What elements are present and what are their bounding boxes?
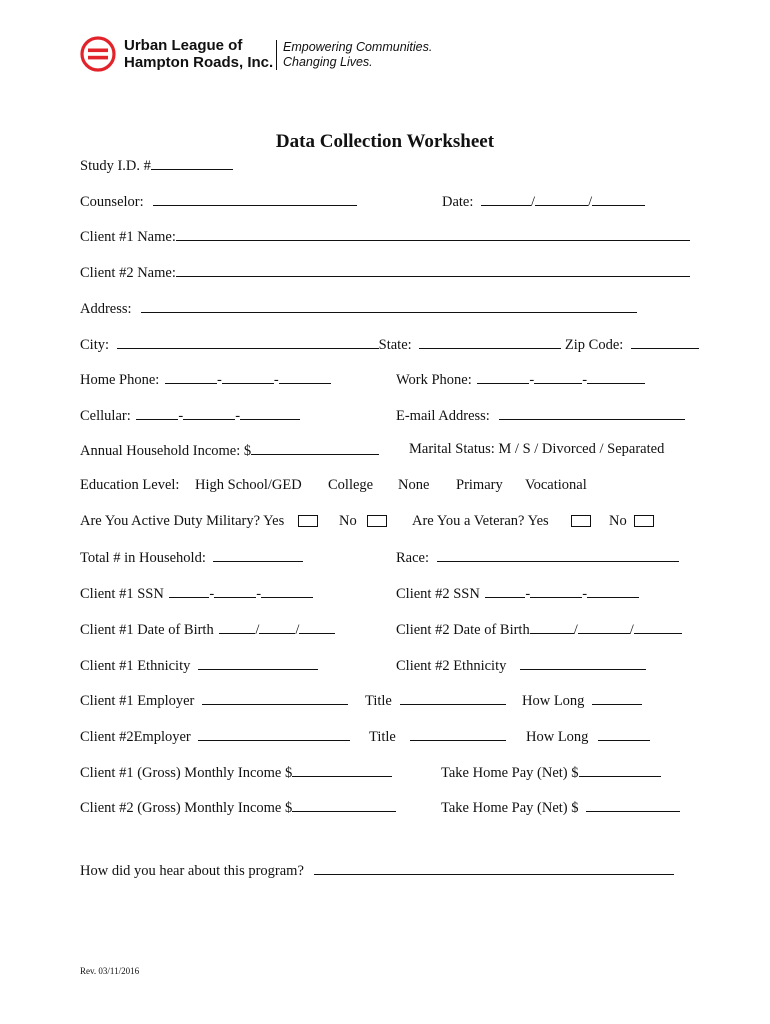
race-label: Race: [396,550,430,566]
study-id-label: Study I.D. # [80,158,151,174]
client2-employer-field[interactable] [80,726,350,746]
page-title: Data Collection Worksheet [275,131,495,152]
client1-ethnicity-field[interactable] [80,655,318,675]
counselor-label: Counselor: [80,194,144,210]
household-total-field[interactable] [80,547,303,567]
organization-name: Urban League of Hampton Roads, Inc. [124,37,274,71]
client2-how-long-label: How Long [526,729,589,745]
revision-date: Rev. 03/11/2016 [80,966,140,976]
veteran-question [412,512,549,530]
client2-income-label: Client #2 (Gross) Monthly Income $ [80,800,293,816]
client2-name-label: Client #2 Name: [80,265,176,281]
cellular-label: Cellular: [80,408,131,424]
client1-ethnicity-label: Client #1 Ethnicity [80,658,191,674]
veteran-no-label: No [609,513,627,529]
client1-ssn-label: Client #1 SSN [80,586,164,602]
work-phone-label: Work Phone: [396,372,472,388]
client1-dob-field[interactable]: Client #1 Date of Birth / / [80,619,335,639]
client2-income-field[interactable] [80,797,396,817]
client1-take-home-label: Take Home Pay (Net) $ [441,765,579,781]
education-option-highschool[interactable]: High School/GED [195,477,302,493]
client2-name-field[interactable] [80,262,690,282]
client2-dob-field[interactable]: Client #2 Date of Birth / / [396,619,682,639]
veteran-no-checkbox[interactable] [634,515,654,527]
marital-status-options[interactable]: Marital Status: M / S / Divorced / Separated [409,441,665,457]
state-label: State: [378,337,412,353]
hear-about-label: How did you hear about this program? [80,863,304,879]
client2-dob-label: Client #2 Date of Birth [396,622,530,638]
work-phone-field[interactable]: Work Phone: - - [396,369,645,389]
veteran-label: Are You a Veteran? [412,513,525,529]
client2-title-label: Title [369,729,396,745]
date-label: Date: [442,194,474,210]
counselor-field[interactable] [80,191,357,211]
email-field[interactable] [396,405,685,425]
client2-employer-label: Client #2Employer [80,729,191,745]
client2-title-field[interactable] [369,726,506,746]
address-field[interactable] [80,298,637,318]
household-income-field[interactable] [80,440,379,460]
military-question [80,512,284,530]
military-no-label: No [339,513,357,529]
military-yes-checkbox[interactable] [298,515,318,527]
client1-income-field[interactable] [80,762,392,782]
veteran-yes-label: Yes [527,513,549,529]
client1-take-home-field[interactable] [441,762,661,782]
education-option-primary[interactable]: Primary [456,477,503,493]
client1-dob-label: Client #1 Date of Birth [80,622,214,638]
email-label: E-mail Address: [396,408,490,424]
household-total-label: Total # in Household: [80,550,206,566]
client1-income-label: Client #1 (Gross) Monthly Income $ [80,765,293,781]
city-field[interactable] [80,334,699,354]
race-field[interactable] [396,547,679,567]
client1-how-long-label: How Long [522,693,585,709]
education-option-college[interactable]: College [328,477,374,493]
hear-about-field[interactable] [80,860,674,880]
client1-title-field[interactable] [365,690,506,710]
education-label: Education Level: [80,477,180,493]
household-income-label: Annual Household Income: $ [80,443,252,459]
date-field[interactable]: Date: / / [442,191,645,211]
client1-employer-field[interactable] [80,690,348,710]
military-yes-label: Yes [263,513,285,529]
client1-ssn-field[interactable]: Client #1 SSN - - [80,583,313,603]
veteran-yes-checkbox[interactable] [571,515,591,527]
education-option-none[interactable]: None [398,477,430,493]
client2-how-long-field[interactable] [526,726,650,746]
client1-name-field[interactable] [80,226,690,246]
city-label: City: [80,337,110,353]
client2-take-home-field[interactable] [441,797,680,817]
client2-ssn-label: Client #2 SSN [396,586,480,602]
client1-employer-label: Client #1 Employer [80,693,195,709]
cellular-field[interactable]: Cellular: - - [80,405,300,425]
home-phone-label: Home Phone: [80,372,160,388]
military-label: Are You Active Duty Military? [80,513,261,529]
military-no-checkbox[interactable] [367,515,387,527]
urban-league-logo-icon [80,36,116,72]
client2-ethnicity-label: Client #2 Ethnicity [396,658,507,674]
logo-divider [276,40,277,70]
client2-ssn-field[interactable]: Client #2 SSN - - [396,583,639,603]
client2-take-home-label: Take Home Pay (Net) $ [441,800,579,816]
client2-ethnicity-field[interactable] [396,655,646,675]
study-id-field[interactable] [80,155,233,175]
education-option-vocational[interactable]: Vocational [525,477,587,493]
zip-label: Zip Code: [564,337,624,353]
organization-tagline: Empowering Communities. Changing Lives. [283,40,433,69]
home-phone-field[interactable]: Home Phone: - - [80,369,331,389]
client1-title-label: Title [365,693,392,709]
client1-how-long-field[interactable] [522,690,642,710]
client1-name-label: Client #1 Name: [80,229,176,245]
address-label: Address: [80,301,132,317]
